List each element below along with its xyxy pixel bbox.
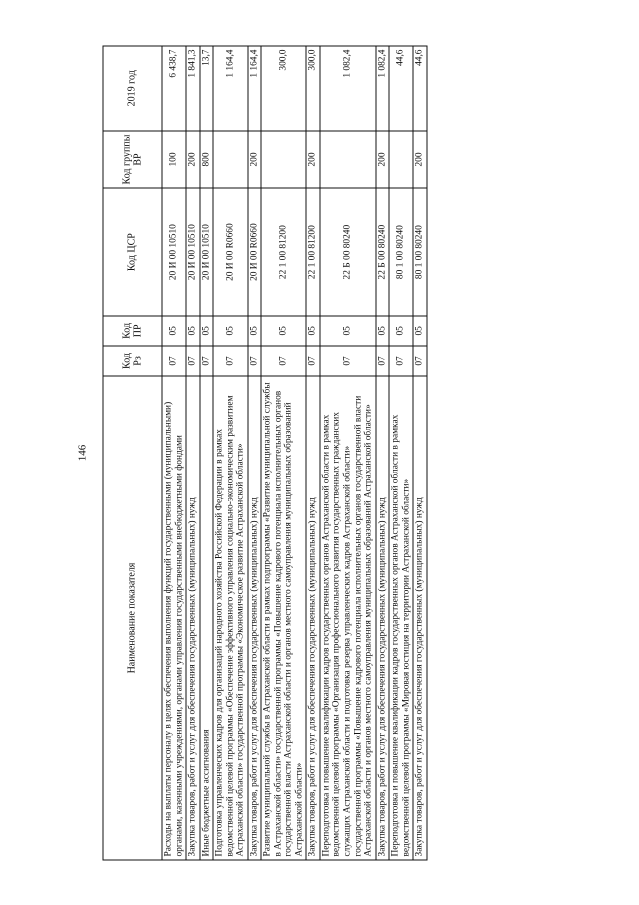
table-header-row (103, 46, 162, 860)
cell-rz: 07 (186, 345, 200, 375)
table-row (247, 46, 261, 860)
cell-pr: 05 (213, 315, 248, 345)
cell-csr: 20 И 00 R0660 (247, 188, 261, 315)
cell-csr: 80 1 00 80240 (413, 188, 427, 315)
cell-name: Развитие муниципальной службы в Астраханской области в рамках подпрограммы «Развитие муниципальной службы в Астраханской области» государственной программы «Повышение кадрового потенциала исполнительных органов государственной власти Астраханской области и органов местного самоуправления муниципальных образований Астраханской области» (261, 376, 306, 860)
cell-csr: 20 И 00 10510 (162, 188, 186, 315)
cell-rz: 07 (261, 345, 306, 375)
cell-vr: 200 (306, 130, 320, 188)
header-rz: Код Рз (103, 345, 162, 375)
header-year: 2019 год (103, 46, 162, 131)
cell-name: Расходы на выплаты персоналу в целях обеспечения выполнения функций государственными (муниципальными) органами, казенными учреждениями, органами управления государственными внебюджетными фондами (162, 376, 186, 860)
table-row (261, 46, 306, 860)
cell-value: 1 841,3 (186, 46, 200, 131)
cell-rz: 07 (319, 345, 375, 375)
table-row (162, 46, 186, 860)
cell-csr: 20 И 00 R0660 (213, 188, 248, 315)
page-number: 146 (76, 444, 88, 461)
table-row (413, 46, 427, 860)
cell-rz: 07 (375, 345, 389, 375)
cell-rz: 07 (306, 345, 320, 375)
cell-name: Закупка товаров, работ и услуг для обеспечения государственных (муниципальных) нужд (186, 376, 200, 860)
cell-vr (261, 130, 306, 188)
cell-csr: 22 1 00 81200 (261, 188, 306, 315)
table-row (319, 46, 375, 860)
cell-vr: 200 (375, 130, 389, 188)
cell-value: 1 082,4 (319, 46, 375, 131)
cell-value: 1 082,4 (375, 46, 389, 131)
cell-name: Подготовка управленческих кадров для организаций народного хозяйства Российской Федерации в рамках ведомственной целевой программы «Обеспечение эффективного управления социально-экономическим развитием Астраханской области» государственной программы «Экономическое развитие Астраханской области» (213, 376, 248, 860)
cell-value: 6 438,7 (162, 46, 186, 131)
cell-pr: 05 (306, 315, 320, 345)
cell-pr: 05 (413, 315, 427, 345)
cell-name: Закупка товаров, работ и услуг для обеспечения государственных (муниципальных) нужд (413, 376, 427, 860)
cell-rz: 07 (389, 345, 413, 375)
header-pr: Код ПР (103, 315, 162, 345)
cell-rz: 07 (413, 345, 427, 375)
cell-value: 300,0 (261, 46, 306, 131)
rotated-page (58, 35, 581, 870)
cell-pr: 05 (375, 315, 389, 345)
cell-csr: 22 Б 00 80240 (319, 188, 375, 315)
header-csr: Код ЦСР (103, 188, 162, 315)
cell-value: 1 164,4 (247, 46, 261, 131)
cell-csr: 20 И 00 10510 (199, 188, 213, 315)
cell-pr: 05 (247, 315, 261, 345)
cell-name: Переподготовка и повышение квалификации кадров государственных органов Астраханской области в рамках ведомственной целевой программы «Мировая юстиция на территории Астраханской области» (389, 376, 413, 860)
cell-pr: 05 (389, 315, 413, 345)
cell-vr (389, 130, 413, 188)
table-body (162, 46, 427, 860)
cell-value: 13,7 (199, 46, 213, 131)
cell-rz: 07 (213, 345, 248, 375)
cell-name: Закупка товаров, работ и услуг для обеспечения государственных (муниципальных) нужд (247, 376, 261, 860)
table-row (199, 46, 213, 860)
budget-table (102, 45, 427, 860)
cell-vr: 200 (247, 130, 261, 188)
cell-vr: 200 (186, 130, 200, 188)
cell-rz: 07 (247, 345, 261, 375)
cell-csr: 22 1 00 81200 (306, 188, 320, 315)
table-row (375, 46, 389, 860)
cell-pr: 05 (162, 315, 186, 345)
cell-pr: 05 (319, 315, 375, 345)
table-row (186, 46, 200, 860)
cell-value: 300,0 (306, 46, 320, 131)
cell-vr: 800 (199, 130, 213, 188)
cell-value: 44,6 (389, 46, 413, 131)
cell-name: Закупка товаров, работ и услуг для обеспечения государственных (муниципальных) нужд (306, 376, 320, 860)
cell-pr: 05 (261, 315, 306, 345)
cell-csr: 80 1 00 80240 (389, 188, 413, 315)
table-row (213, 46, 248, 860)
cell-csr: 22 Б 00 80240 (375, 188, 389, 315)
cell-pr: 05 (199, 315, 213, 345)
cell-csr: 20 И 00 10510 (186, 188, 200, 315)
cell-pr: 05 (186, 315, 200, 345)
cell-value: 44,6 (413, 46, 427, 131)
cell-rz: 07 (199, 345, 213, 375)
table-row (389, 46, 413, 860)
cell-vr: 100 (162, 130, 186, 188)
cell-name: Переподготовка и повышение квалификации кадров государственных органов Астраханской области в рамках ведомственной целевой программы «Организация профессионального развития государственных гражданских служащих Астраханской области и подготовка резерва управленческих кадров Астраханской области» государственной программы «Повышение кадрового потенциала исполнительных органов государственной власти Астраханской области и органов местного самоуправления муниципальных образований Астраханской области» (319, 376, 375, 860)
cell-value: 1 164,4 (213, 46, 248, 131)
cell-rz: 07 (162, 345, 186, 375)
header-name: Наименование показателя (103, 376, 162, 860)
cell-name: Закупка товаров, работ и услуг для обеспечения государственных (муниципальных) нужд (375, 376, 389, 860)
cell-vr (213, 130, 248, 188)
table-row (306, 46, 320, 860)
header-vr: Код группы ВР (103, 130, 162, 188)
cell-name: Иные бюджетные ассигнования (199, 376, 213, 860)
cell-vr: 200 (413, 130, 427, 188)
cell-vr (319, 130, 375, 188)
